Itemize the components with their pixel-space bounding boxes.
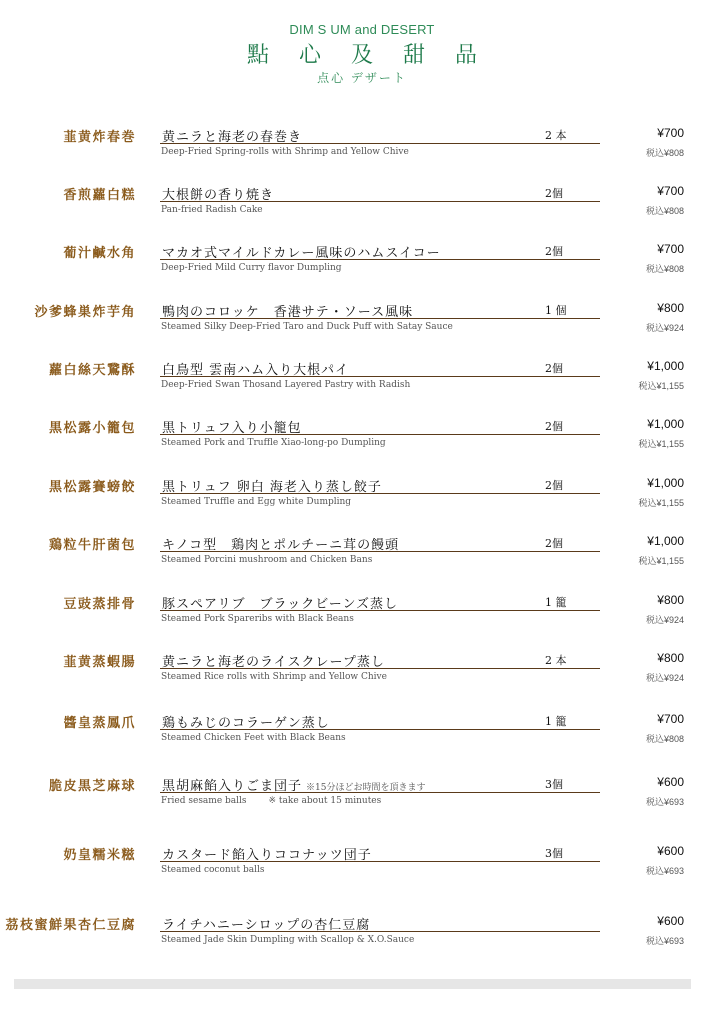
dish-name-english [161, 865, 286, 875]
dish-name-english-text: Deep-Fried Spring-rolls with Shrimp and Yellow Chive [161, 147, 409, 157]
dish-note-english: ※ take about 15 minutes [268, 796, 382, 806]
menu-item [0, 844, 724, 894]
dish-price: ¥1,000 [647, 417, 684, 431]
row-divider [160, 792, 600, 793]
dish-name-japanese-text: 黄ニラと海老のライスクレープ蒸し [162, 655, 385, 670]
dish-name-english-text: Steamed Silky Deep-Fried Taro and Duck Puff with Satay Sauce [161, 322, 453, 332]
dish-name-chinese: 醬皇蒸鳳爪 [63, 716, 136, 731]
dish-quantity: 2個 [545, 479, 563, 492]
dish-price: ¥800 [657, 301, 684, 315]
dish-name-chinese: 沙爹蜂巣炸芋角 [34, 305, 136, 320]
title-japanese: 点心 デザート [317, 71, 407, 85]
dish-name-english [161, 796, 381, 806]
dish-quantity: 3個 [545, 778, 563, 791]
dish-name-japanese-text: 黄ニラと海老の春巻き [162, 130, 303, 145]
dish-price: ¥600 [657, 914, 684, 928]
dish-quantity: 1 籠 [545, 715, 567, 728]
dish-price: ¥700 [657, 184, 684, 198]
title-english: DIM S UM and DESERT [289, 22, 435, 37]
menu-item [0, 242, 724, 292]
menu-item [0, 534, 724, 584]
dish-name-japanese-text: 白鳥型 雲南ハム入り大根パイ [162, 363, 350, 378]
dish-quantity: 1 籠 [545, 596, 567, 609]
dish-name-english [161, 263, 364, 273]
menu-item [0, 651, 724, 701]
dish-price: ¥700 [657, 242, 684, 256]
footer-bar [14, 979, 691, 989]
row-divider [160, 551, 600, 552]
dish-price: ¥1,000 [647, 359, 684, 373]
dish-price-tax-included: 税込¥808 [645, 148, 684, 158]
dish-name-japanese-text: 大根餅の香り焼き [162, 188, 275, 203]
dish-name-chinese: 黒松露小籠包 [48, 421, 136, 436]
dish-name-japanese-text: 黒トリュフ入り小籠包 [162, 421, 302, 436]
dish-quantity: 2個 [545, 187, 563, 200]
menu-item [0, 301, 724, 351]
row-divider [160, 201, 600, 202]
dish-name-english-text: Steamed Truffle and Egg white Dumpling [161, 497, 352, 507]
dish-name-english [161, 205, 285, 215]
dish-name-english [161, 614, 376, 624]
menu-item [0, 914, 724, 964]
dish-name-japanese-text: 鶏もみじのコラーゲン蒸し [162, 716, 330, 731]
dish-name-japanese-text: カスタード餡入りココナッツ団子 [162, 848, 372, 863]
row-divider [160, 729, 600, 730]
dish-price: ¥600 [657, 775, 684, 789]
dish-note-japanese: ※15分ほどお時間を頂きます [306, 783, 426, 793]
dish-name-english [161, 935, 436, 945]
dish-name-japanese-text: 黒胡麻餡入りごま団子 [162, 779, 303, 794]
dish-price-tax-included: 税込¥1,155 [638, 498, 684, 508]
dish-name-chinese: 豆豉蒸排骨 [63, 597, 136, 612]
dish-price: ¥1,000 [647, 534, 684, 548]
dish-name-chinese: 韮黄蒸蝦腸 [63, 655, 136, 670]
dish-name-chinese: 茘枝蜜鮮果杏仁豆腐 [5, 918, 136, 933]
dish-name-english [161, 555, 394, 565]
row-divider [160, 318, 600, 319]
row-divider [160, 861, 600, 862]
dish-quantity: 2個 [545, 245, 563, 258]
dish-quantity: 2 本 [545, 129, 567, 142]
dish-name-japanese-text: 黒トリュフ 卵白 海老入り蒸し餃子 [162, 480, 382, 495]
menu-item [0, 593, 724, 643]
row-divider [160, 610, 600, 611]
dish-name-chinese: 葡汁鹹水角 [63, 246, 136, 261]
dish-name-japanese-text: マカオ式マイルドカレー風味のハムスイコー [162, 246, 441, 261]
dish-price-tax-included: 税込¥924 [645, 673, 684, 683]
row-divider [160, 668, 600, 669]
dish-price-tax-included: 税込¥693 [645, 936, 684, 946]
dish-name-chinese: 脆皮黒芝麻球 [48, 779, 136, 794]
dish-name-english-text: Steamed Pork Spareribs with Black Beans [161, 614, 354, 624]
dish-name-japanese-text: 豚スペアリブ ブラックビーンズ蒸し [162, 597, 399, 612]
dish-price-tax-included: 税込¥808 [645, 206, 684, 216]
dish-name-chinese: 黒松露賽螃餃 [48, 480, 136, 495]
row-divider [160, 931, 600, 932]
dish-name-english-text: Fried sesame balls [161, 796, 247, 806]
dish-name-english [161, 438, 408, 448]
menu-item [0, 775, 724, 825]
dish-name-english [161, 497, 373, 507]
dish-name-english-text: Steamed Jade Skin Dumpling with Scallop & X.O.Sauce [161, 935, 415, 945]
dish-name-english-text: Pan-fried Radish Cake [161, 205, 263, 215]
dish-name-english-text: Steamed coconut balls [161, 865, 265, 875]
row-divider [160, 259, 600, 260]
dish-name-chinese: 香煎蘿白糕 [63, 188, 136, 203]
dish-name-english-text: Steamed Porcini mushroom and Chicken Bans [161, 555, 373, 565]
dish-price: ¥800 [657, 593, 684, 607]
dish-price: ¥600 [657, 844, 684, 858]
dish-name-english-text: Steamed Pork and Truffle Xiao-long-po Dumpling [161, 438, 386, 448]
dish-price-tax-included: 税込¥808 [645, 264, 684, 274]
dish-price-tax-included: 税込¥924 [645, 323, 684, 333]
dish-name-japanese-text: キノコ型 鶏肉とポルチーニ茸の饅頭 [162, 538, 400, 553]
dish-price: ¥800 [657, 651, 684, 665]
dish-quantity: 2個 [545, 537, 563, 550]
dish-quantity: 2個 [545, 362, 563, 375]
dish-price-tax-included: 税込¥1,155 [638, 381, 684, 391]
dish-name-chinese: 韮黄炸春巻 [63, 130, 136, 145]
menu-item [0, 476, 724, 526]
dish-price-tax-included: 税込¥693 [645, 797, 684, 807]
dish-name-english [161, 147, 431, 157]
row-divider [160, 376, 600, 377]
dish-quantity: 1 個 [545, 304, 567, 317]
row-divider [160, 434, 600, 435]
row-divider [160, 143, 600, 144]
dish-price-tax-included: 税込¥1,155 [638, 556, 684, 566]
dish-price-tax-included: 税込¥1,155 [638, 439, 684, 449]
dish-name-japanese-text: 鴨肉のコロッケ 香港サテ・ソース風味 [162, 305, 414, 320]
dish-price: ¥700 [657, 126, 684, 140]
menu-item [0, 126, 724, 176]
dish-name-english-text: Deep-Fried Mild Curry flavor Dumpling [161, 263, 342, 273]
dish-quantity: 2 本 [545, 654, 567, 667]
dish-quantity: 3個 [545, 847, 563, 860]
dish-price-tax-included: 税込¥693 [645, 866, 684, 876]
dish-name-english-text: Steamed Rice rolls with Shrimp and Yellow Chive [161, 672, 387, 682]
dish-name-english [161, 322, 475, 332]
menu-item [0, 359, 724, 409]
menu-item [0, 712, 724, 762]
menu-item [0, 184, 724, 234]
dish-name-chinese: 蘿白絲天鵞酥 [48, 363, 136, 378]
dish-name-english-text: Deep-Fried Swan Thosand Layered Pastry with Radish [161, 380, 411, 390]
dish-name-english [161, 733, 368, 743]
dish-name-english-text: Steamed Chicken Feet with Black Beans [161, 733, 346, 743]
dish-quantity: 2個 [545, 420, 563, 433]
dish-name-english [161, 380, 432, 390]
dish-price: ¥1,000 [647, 476, 684, 490]
dish-price-tax-included: 税込¥924 [645, 615, 684, 625]
dish-name-chinese: 鶏粒牛肝菌包 [48, 538, 136, 553]
dish-name-chinese: 奶皇糯米糍 [63, 848, 136, 863]
dish-price-tax-included: 税込¥808 [645, 734, 684, 744]
dish-name-japanese-text: ライチハニーシロップの杏仁豆腐 [162, 918, 371, 933]
dish-name-english [161, 672, 409, 682]
title-chinese: 點心及甜品 [246, 43, 507, 68]
row-divider [160, 493, 600, 494]
dish-price: ¥700 [657, 712, 684, 726]
menu-item [0, 417, 724, 467]
